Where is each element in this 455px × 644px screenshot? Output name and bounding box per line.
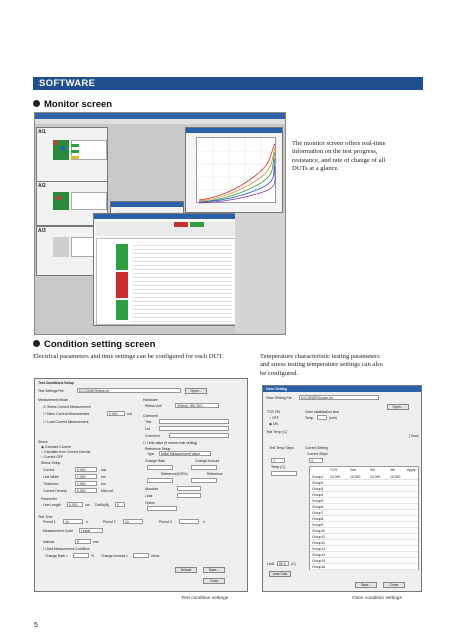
group-label: Group16 (312, 565, 326, 569)
period1-field[interactable]: 10 (63, 519, 83, 524)
absolute-field[interactable] (177, 486, 201, 491)
oven-open-button[interactable]: Open... (387, 404, 409, 410)
leak-field[interactable] (177, 493, 201, 498)
rate-upper-field[interactable] (147, 465, 173, 470)
unit-window-a3: A/3 (36, 226, 108, 276)
line-width-field[interactable]: 1.000 (75, 474, 97, 479)
change-amount-field[interactable] (133, 553, 149, 558)
oven-condition-window: Oven Setting Oven Setting File D:\CONDRS\oven.txt Open... TCR ON ○ OFF ◉ ON Oven stabilization time Temp (min) Test Temp (C) (Time) Test Temp Steps 2 Temp (C) Current Setting Current Steps 4 TCR 2nd 3rd 4th Apply Group1 10.000 10.000 10.000 10.000 Group2 Group3 Group4 Group5 Group6 Group7 Group8 Group9 Group10 Group11 Group12 Group13 Group14 Group15 Group16 Limit 50.0 (C) Auto Calc Save... Close (262, 385, 422, 592)
current-off-radio[interactable]: ○ Current OFF (41, 455, 64, 459)
open-button[interactable]: Open... (185, 388, 207, 394)
save-button[interactable]: Save... (203, 567, 225, 573)
test-time-label: Test Time (38, 515, 53, 519)
current-density-field[interactable]: 0.000 (75, 488, 97, 493)
current-field[interactable]: 0.000 (75, 467, 97, 472)
test-comment-field[interactable] (159, 419, 229, 424)
interval-field[interactable]: 5 (75, 539, 91, 544)
current-steps-field[interactable]: 4 (309, 458, 323, 463)
group-label: Group15 (312, 559, 326, 563)
dot-num-field[interactable]: 0 (115, 502, 125, 507)
group-label: Group14 (312, 553, 326, 557)
group-label: Group5 (312, 499, 324, 503)
current-density-radio[interactable]: ○ Calculate from Current Density (41, 450, 91, 454)
group-label: Group4 (312, 493, 324, 497)
oven-caption: Oven condition settings (352, 596, 402, 601)
tcr-off-radio[interactable]: ○ OFF (269, 416, 279, 420)
group-row (310, 564, 418, 570)
bullet-icon (33, 340, 40, 347)
group-label: Group11 (312, 535, 325, 539)
tcr-on-radio[interactable]: ◉ ON (269, 422, 278, 426)
thickness-field[interactable]: 1.000 (75, 481, 97, 486)
resistance-curve-chart (197, 138, 277, 204)
limit-field[interactable]: 50.0 (277, 561, 289, 566)
group-label: Group9 (312, 523, 324, 527)
window-title: Test Conditions Setup (38, 381, 74, 385)
group-label: Group7 (312, 511, 324, 515)
settings-file-label: Test Settings File (38, 389, 64, 393)
group-current-table: TCR 2nd 3rd 4th Apply Group1 10.000 10.000 10.000 10.000 Group2 Group3 Group4 Group5 Group6 Group7 Group8 Group9 Group10 Group11 Group12 Group13 Group14 Group15 Group16 (309, 466, 419, 570)
condition-heading: Condition setting screen (33, 339, 155, 350)
page-number: 5 (34, 622, 38, 629)
group-value-cell[interactable]: 10.000 (390, 475, 401, 479)
limit-value-check[interactable]: ☐ Limit value (9 means limit setting) (143, 441, 198, 445)
amount-upper-field[interactable] (191, 465, 217, 470)
constant-current-radio[interactable]: ◉ Constant Current (41, 445, 71, 449)
lot-comment-field[interactable] (159, 426, 229, 431)
group-label: Group10 (312, 529, 326, 533)
default-button[interactable]: Default (175, 567, 197, 573)
section-header-bar (33, 77, 423, 90)
oven-file-field[interactable]: D:\CONDRS\oven.txt (299, 395, 379, 400)
condition-left-text: Electrical parameters and time settings can be configured for each DUT. (33, 353, 224, 360)
stress-current-option[interactable]: ☑ Stress Current Measurement (43, 405, 91, 409)
stress-label: Stress (38, 440, 48, 444)
dut-data-table-window (93, 213, 237, 326)
group-label: Group2 (312, 481, 324, 485)
group-label: Group1 (312, 475, 324, 479)
measurement-mode-label: Measurement Mode (38, 398, 69, 402)
monitor-screenshot (34, 112, 286, 335)
window-title: Oven Setting (266, 387, 287, 391)
test-condition-window: Test Conditions Setup Test Settings File D:\CONDRS\test.txt Open... Measurement Mode ☑ Stress Current Measurement ☐ Micro Current Measurement 0.000 mA ☐ Load Current Measurement Stress ◉ Constant Current ○ Calculate from Current Density ○ Current OFF Stress Setup Current 0.000 mA Line Width 1.000 um Thickness 1.000 um Current Density 0.000 MA/cm2 Parameter Line Length 0.000 um DotNo(N) 0 Test Time Period 1 10 h Period 2 1h Period 3 h Measurement Cycle Linear Interval 5 min ☐ Add Measurement Condition Change Rate > % Change Amount > ohms Hardware Stress Unit 200mA, 35V DCL Comment Test Lot Comment ☐ Limit value (9 means limit setting) Reference Setup Type Initial Measurement Value Change Rate Change Amount Reference(100%) Reference Absolute Leak Option Default Save... Close (34, 378, 248, 592)
condition-right-text: Temperature characteristic testing parameters and stress testing temperature settings can also be configured. (260, 353, 384, 377)
hardware-label: Hardware (143, 398, 158, 402)
unit-window-a2: A/2 (36, 181, 108, 226)
oven-save-button[interactable]: Save... (355, 582, 377, 588)
unit-window-a1: A/1 (36, 127, 108, 182)
measurement-cycle-select[interactable]: Linear (79, 528, 103, 533)
stabilization-temp-field[interactable] (317, 415, 327, 420)
bullet-icon (33, 100, 40, 107)
auto-calc-button[interactable]: Auto Calc (269, 571, 291, 577)
amount-lower-field[interactable] (191, 478, 217, 483)
micro-current-option[interactable]: ☐ Micro Current Measurement (43, 412, 90, 416)
monitor-heading: Monitor screen (33, 99, 112, 110)
change-rate-field[interactable] (73, 553, 89, 558)
group-value-cell[interactable]: 10.000 (370, 475, 381, 479)
period3-field[interactable] (179, 519, 199, 524)
group-value-cell[interactable]: 10.000 (350, 475, 361, 479)
micro-current-field[interactable]: 0.000 (107, 411, 125, 416)
rate-lower-field[interactable] (147, 478, 173, 483)
group-label: Group13 (312, 547, 326, 551)
settings-file-field[interactable]: D:\CONDRS\test.txt (77, 388, 181, 393)
line-length-field[interactable]: 0.000 (67, 502, 83, 507)
group-value-cell[interactable]: 10.000 (330, 475, 341, 479)
oven-close-button[interactable]: Close (383, 582, 405, 588)
group-label: Group6 (312, 505, 324, 509)
close-button[interactable]: Close (203, 578, 225, 584)
resistance-chart-window (185, 127, 283, 213)
group-label: Group12 (312, 541, 326, 545)
test-caption: Test condition settings (181, 596, 229, 601)
temp-values-field[interactable] (271, 471, 297, 476)
stress-setup-label: Stress Setup (41, 461, 61, 465)
temp-steps-field[interactable]: 2 (271, 458, 285, 463)
load-current-option[interactable]: ☐ Load Current Measurement (43, 420, 89, 424)
add-measurement-check[interactable]: ☐ Add Measurement Condition (43, 547, 90, 551)
comment-field[interactable] (169, 433, 229, 438)
period2-field[interactable]: 1h (123, 519, 143, 524)
group-label: Group8 (312, 517, 324, 521)
option-field[interactable] (147, 506, 177, 511)
stress-unit-select[interactable]: 200mA, 35V DCL (175, 403, 219, 408)
section-title: SOFTWARE (39, 78, 96, 89)
reference-type-select[interactable]: Initial Measurement Value (159, 451, 211, 456)
group-label: Group3 (312, 487, 324, 491)
monitor-description: The monitor screen offers real-time information on the test progress, resistance, and rate of change of all DUTs at a glance. (292, 140, 386, 172)
